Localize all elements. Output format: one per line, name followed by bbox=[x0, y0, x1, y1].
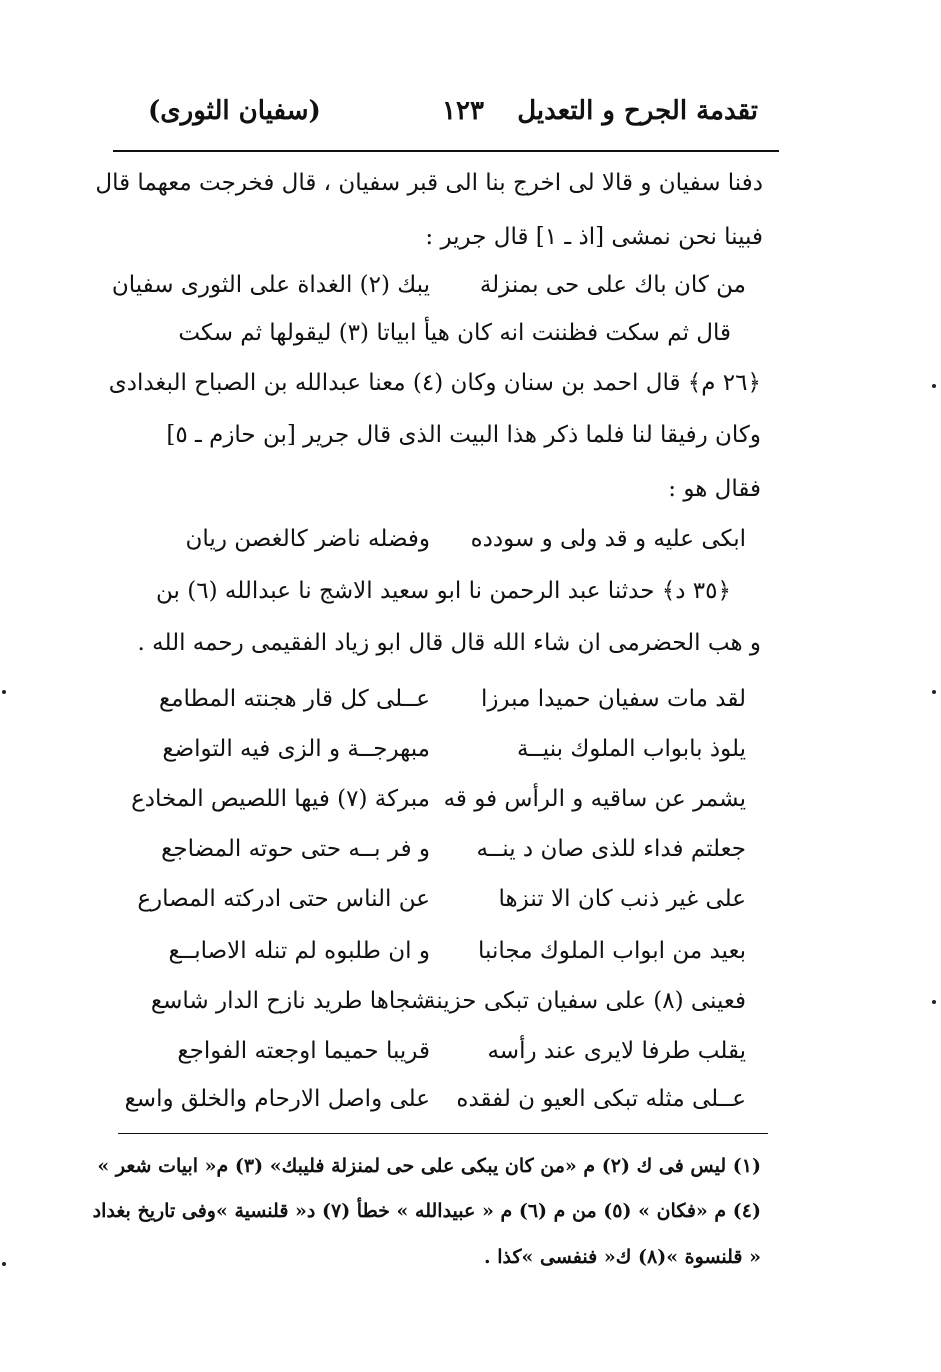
margin-speck bbox=[2, 1262, 6, 1266]
body-line: ﴿٢٦ م﴾ قال احمد بن سنان وكان (٤) معنا عبدالله بن الصباح البغدادى bbox=[108, 370, 761, 396]
margin-speck bbox=[932, 690, 936, 694]
poem-hemistich-right: فعينى (٨) على سفيان تبكى حزينة bbox=[423, 988, 746, 1014]
poem-hemistich-left: عــلى كل قار هجنته المطامع bbox=[158, 686, 430, 712]
body-line: وكان رفيقا لنا فلما ذكر هذا البيت الذى قال جرير [بن حازم ـ ٥] bbox=[166, 422, 761, 448]
poem-hemistich-right: يشمر عن ساقيه و الرأس فو قه bbox=[443, 786, 746, 812]
footnote-line: (٤) م «فكان » (٥) من م (٦) م « عبيدالله » خطأ (٧) د« قلنسية »وفى تاريخ بغداد bbox=[92, 1200, 761, 1222]
body-line: ﴿٣٥ د﴾ حدثنا عبد الرحمن نا ابو سعيد الاشج نا عبدالله (٦) بن bbox=[156, 578, 731, 604]
poem-hemistich-left: عن الناس حتى ادركته المصارع bbox=[137, 886, 430, 912]
body-line: دفنا سفيان و قالا لى اخرج بنا الى قبر سفيان ، قال فخرجت معهما قال bbox=[95, 170, 763, 196]
page-header bbox=[118, 96, 758, 140]
poem-hemistich-right: يلوذ بابواب الملوك بنيــة bbox=[516, 736, 746, 762]
poem-hemistich-right: يقلب طرفا لايرى عند رأسه bbox=[487, 1038, 746, 1064]
poem-hemistich-right: عــلى مثله تبكى العيو ن لفقده bbox=[456, 1086, 746, 1112]
margin-speck bbox=[932, 1000, 936, 1004]
poem-hemistich-left: و فر بــه حتى حوته المضاجع bbox=[161, 836, 430, 862]
body-line: و هب الحضرمى ان شاء الله قال قال ابو زياد الفقيمى رحمه الله . bbox=[137, 630, 761, 656]
verse-hemistich-right: من كان باك على حى بمنزلة bbox=[479, 272, 746, 298]
page-number: ١٢٣ bbox=[442, 96, 484, 126]
poem-hemistich-left: مبركة (٧) فيها اللصيص المخادع bbox=[131, 786, 430, 812]
body-line: فبينا نحن نمشى [اذ ـ ١] قال جرير : bbox=[425, 224, 763, 250]
verse-hemistich-left: يبك (٢) الغداة على الثورى سفيان bbox=[111, 272, 430, 298]
poem-hemistich-right: على غير ذنب كان الا تنزها bbox=[498, 886, 746, 912]
poem-hemistich-left: و ان طلبوه لم تنله الاصابــع bbox=[168, 938, 430, 964]
footnote-rule bbox=[118, 1133, 768, 1134]
verse-hemistich-right: ابكى عليه و قد ولى و سودده bbox=[470, 526, 746, 552]
poem-hemistich-left: على واصل الارحام والخلق واسع bbox=[124, 1086, 430, 1112]
poem-hemistich-left: قريبا حميما اوجعته الفواجع bbox=[177, 1038, 430, 1064]
running-title: تقدمة الجرح و التعديل bbox=[517, 96, 758, 126]
section-title: (سفيان الثورى) bbox=[148, 96, 321, 126]
poem-hemistich-left: شجاها طريد نازح الدار شاسع bbox=[150, 988, 430, 1014]
body-line: فقال هو : bbox=[668, 476, 761, 502]
poem-hemistich-right: لقد مات سفيان حميدا مبرزا bbox=[480, 686, 746, 712]
poem-hemistich-right: بعيد من ابواب الملوك مجانبا bbox=[478, 938, 746, 964]
margin-speck bbox=[932, 384, 936, 388]
poem-hemistich-right: جعلتم فداء للذى صان د ينــه bbox=[476, 836, 746, 862]
footnote-line: (١) ليس فى ك (٢) م «من كان يبكى على حى لمنزلة فليبك» (٣) م« ابيات شعر » bbox=[97, 1155, 761, 1177]
verse-hemistich-left: وفضله ناضر كالغصن ريان bbox=[185, 526, 430, 552]
header-rule bbox=[113, 150, 779, 152]
body-line: قال ثم سكت فظننت انه كان هيأ ابياتا (٣) ليقولها ثم سكت bbox=[178, 320, 731, 346]
margin-speck bbox=[2, 690, 6, 694]
footnote-line: « قلنسوة »(٨) ك« فنفسى »كذا . bbox=[484, 1246, 761, 1268]
poem-hemistich-left: مبهرجــة و الزى فيه التواضع bbox=[162, 736, 430, 762]
